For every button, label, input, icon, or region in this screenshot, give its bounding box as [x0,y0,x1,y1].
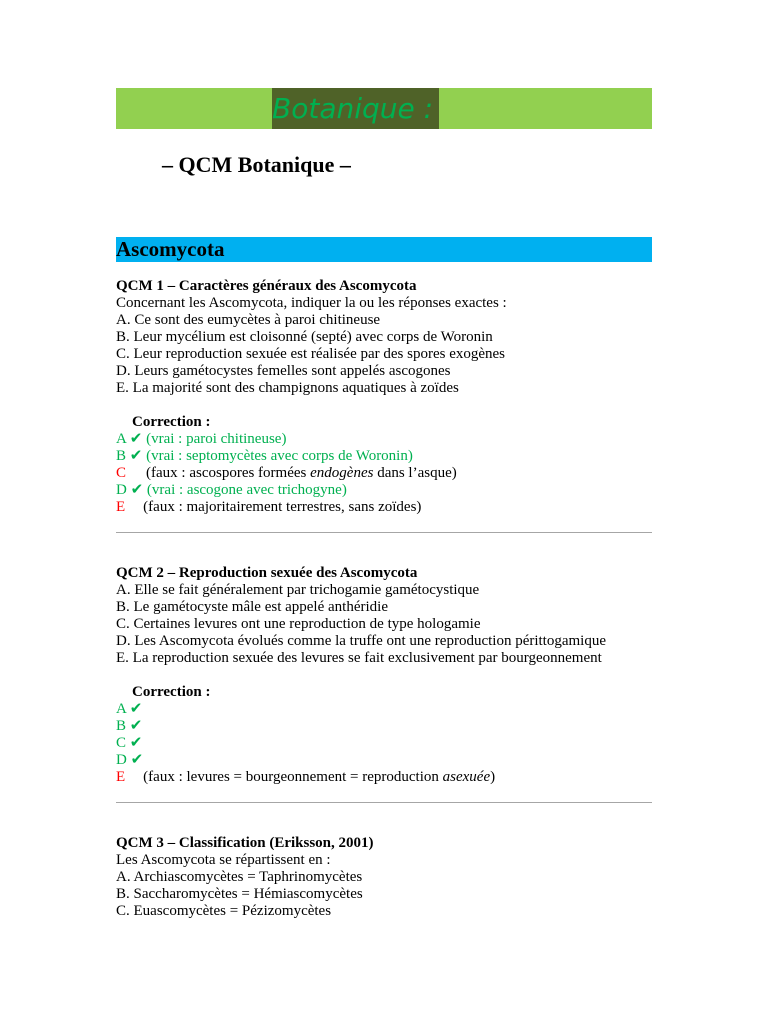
check-icon: ✔ [129,431,143,447]
qcm1-block [116,278,652,516]
correction-letter: B [116,448,127,464]
qcm2-option-d: D. Les Ascomycota évolués comme la truffe ont une reproduction périttogamique [116,633,606,649]
qcm2-option-c: C. Certaines levures ont une reproduction de type hologamie [116,616,481,632]
correction-letter: B [116,718,127,734]
qcm2-correction-d [116,752,652,769]
qcm1-option-d: D. Leurs gamétocystes femelles sont appelés ascogones [116,363,451,379]
correction-text: (vrai : paroi chitineuse) [146,431,287,447]
qcm1-option-c: C. Leur reproduction sexuée est réalisée par des spores exogènes [116,346,506,362]
qcm3-option-c: C. Euascomycètes = Pézizomycètes [116,903,332,919]
qcm1-correction-a [116,431,652,448]
qcm2-correction-title: Correction : [132,684,211,700]
correction-letter: E [116,769,126,785]
qcm2-correction-c [116,735,652,752]
qcm1-option-a: A. Ce sont des eumycètes à paroi chitineuse [116,312,381,328]
check-icon: ✔ [130,482,144,498]
qcm2-correction-b [116,718,652,735]
check-icon: ✔ [129,448,143,464]
banner-title: Botanique : [272,88,439,129]
qcm1-option-e: E. La majorité sont des champignons aquatiques à zoïdes [116,380,459,396]
qcm1-prompt: Concernant les Ascomycota, indiquer la ou les réponses exactes : [116,295,507,311]
correction-letter: A [116,431,127,447]
qcm1-correction-d [116,482,652,499]
qcm2-option-e: E. La reproduction sexuée des levures se fait exclusivement par bourgeonnement [116,650,602,666]
correction-letter: D [116,482,127,498]
check-icon: ✔ [129,718,143,734]
correction-text: (faux : ascospores formées endogènes dans l’asque) [146,465,457,481]
qcm1-correction-e [116,499,652,516]
correction-text: (faux : levures = bourgeonnement = reproduction asexuée) [143,769,496,785]
qcm3-title: QCM 3 – Classification (Eriksson, 2001) [116,835,374,851]
separator [116,802,652,803]
correction-text: (faux : majoritairement terrestres, sans zoïdes) [143,499,422,515]
qcm1-correction-b [116,448,652,465]
qcm1-correction-c [116,465,652,482]
section-title: Ascomycota [116,237,225,261]
check-icon: ✔ [130,752,144,768]
qcm1-correction-title: Correction : [132,414,211,430]
separator [116,532,652,533]
correction-letter: E [116,499,126,515]
qcm3-option-a: A. Archiascomycètes = Taphrinomycètes [116,869,363,885]
check-icon: ✔ [129,735,143,751]
qcm2-option-b: B. Le gamétocyste mâle est appelé anthéridie [116,599,388,615]
qcm2-block [116,565,652,786]
qcm2-title: QCM 2 – Reproduction sexuée des Ascomycota [116,565,418,581]
qcm2-correction-a [116,701,652,718]
correction-letter: D [116,752,127,768]
qcm1-title: QCM 1 – Caractères généraux des Ascomycota [116,278,417,294]
correction-letter: A [116,701,127,717]
qcm1-option-b: B. Leur mycélium est cloisonné (septé) avec corps de Woronin [116,329,493,345]
qcm3-block [116,835,652,920]
correction-letter: C [116,465,127,481]
check-icon: ✔ [129,701,143,717]
correction-text: (vrai : septomycètes avec corps de Woronin) [146,448,413,464]
qcm2-option-a: A. Elle se fait généralement par trichogamie gamétocystique [116,582,480,598]
qcm3-option-b: B. Saccharomycètes = Hémiascomycètes [116,886,363,902]
qcm3-prompt: Les Ascomycota se répartissent en : [116,852,331,868]
qcm2-correction-e [116,769,652,786]
correction-letter: C [116,735,127,751]
correction-text: (vrai : ascogone avec trichogyne) [146,482,347,498]
page-subtitle: – QCM Botanique – [162,152,351,177]
